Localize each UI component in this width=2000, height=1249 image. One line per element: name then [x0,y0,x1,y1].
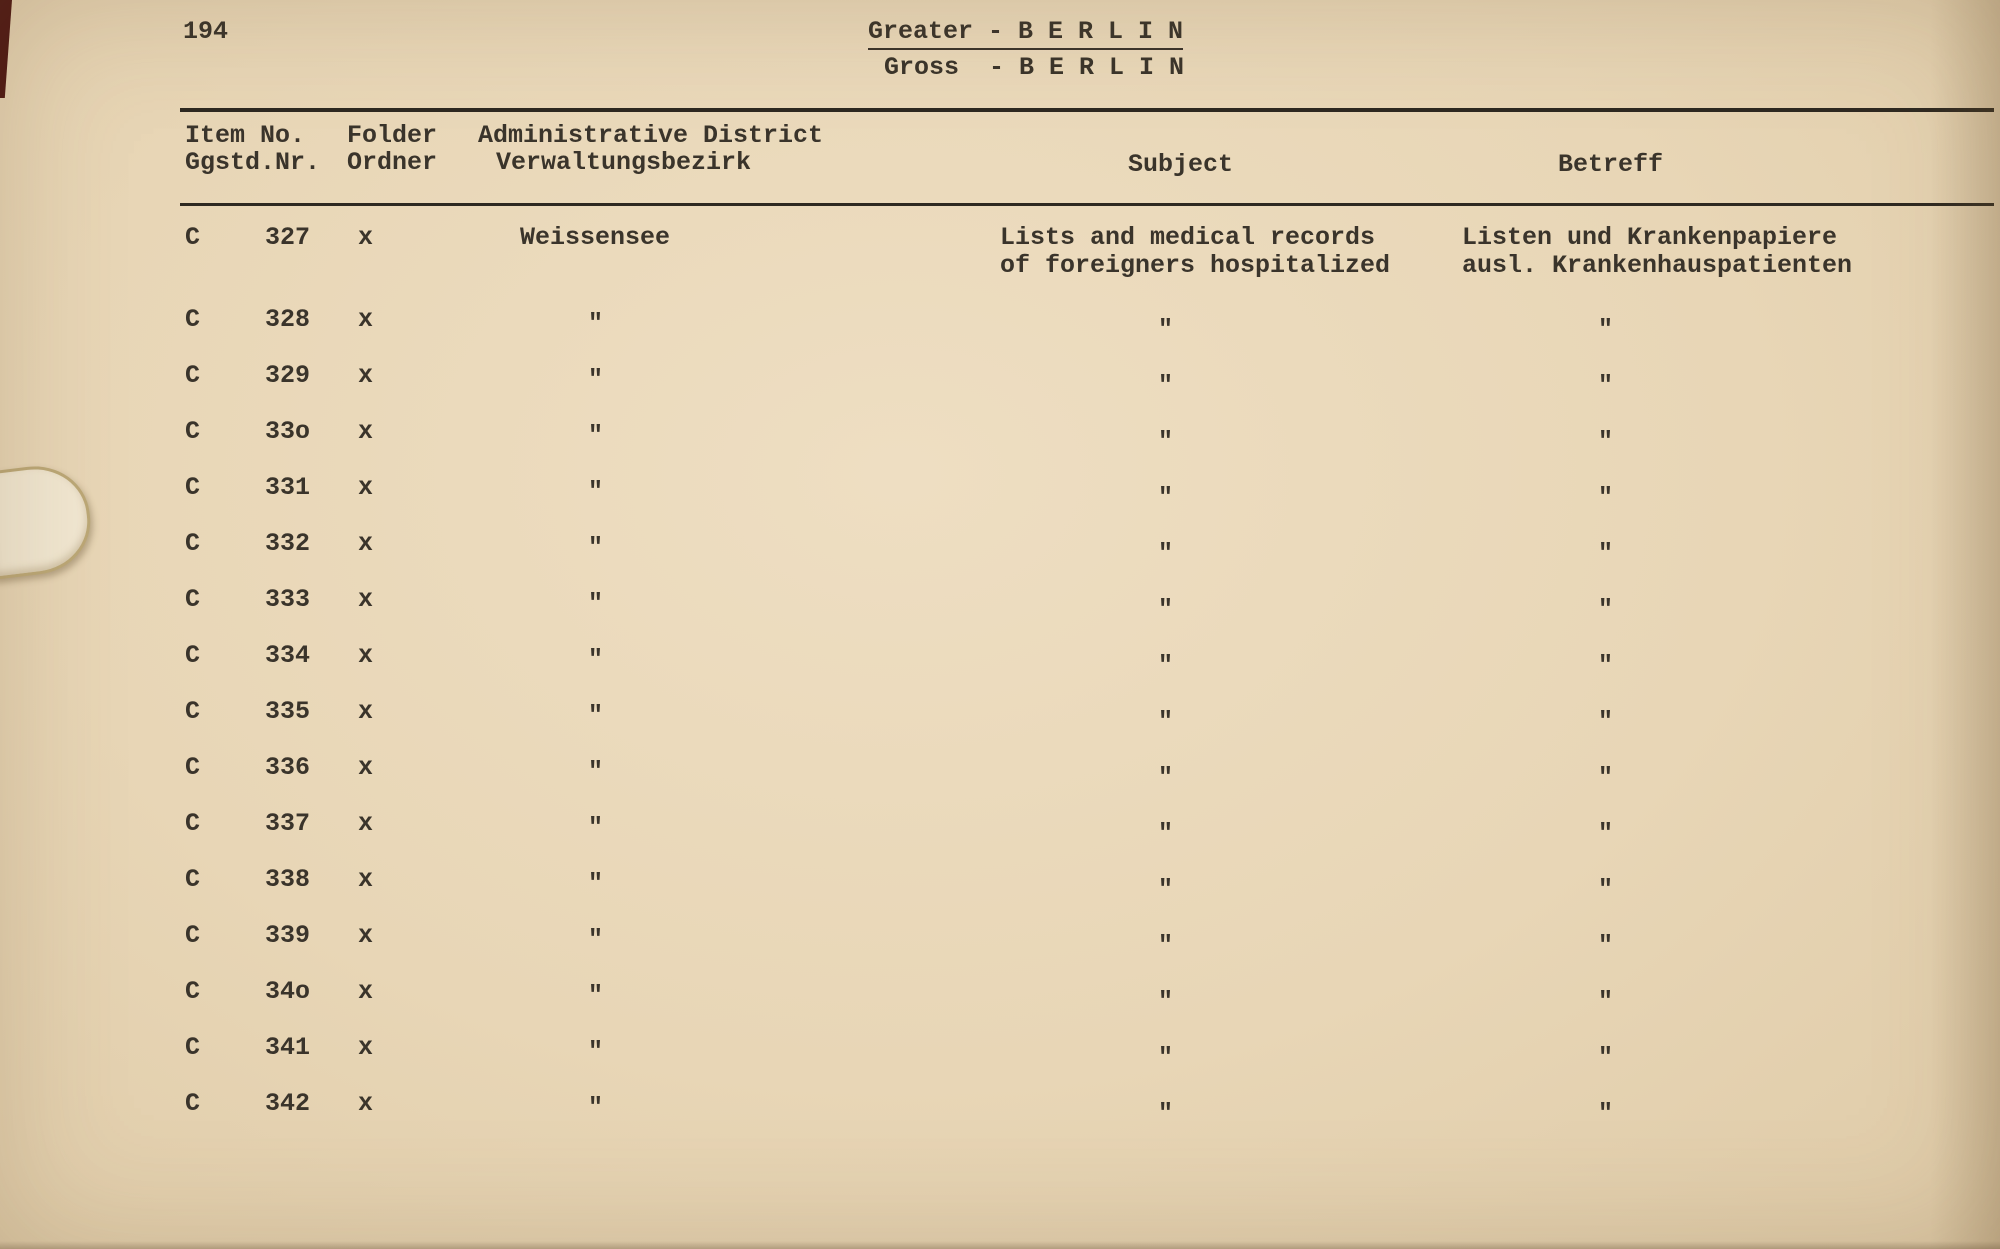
number-cell: 34o [265,977,311,1006]
table-row [180,1034,2000,1090]
number-cell: 338 [265,865,311,894]
subject-cell: " [1158,1043,1174,1072]
district-cell: " [588,421,604,450]
header-district-line2: Verwaltungsbezirk [496,148,752,177]
subject-cell: " [1158,595,1174,624]
number-cell: 339 [265,921,311,950]
table-row [180,978,2000,1034]
district-cell: " [588,757,604,786]
folder-cell: x [358,921,374,950]
folder-cell: x [358,1033,374,1062]
item-cell: C [185,977,201,1006]
folder-cell: x [358,305,374,334]
betreff-cell: " [1598,931,1614,960]
number-cell: 33o [265,417,311,446]
header-betreff-label: Betreff [1558,150,1664,179]
subject-cell: " [1158,987,1174,1016]
betreff-cell: " [1598,707,1614,736]
table-row [180,754,2000,810]
table-row [180,922,2000,978]
folder-cell: x [358,473,374,502]
number-cell: 331 [265,473,311,502]
district-cell: Weissensee [520,223,671,252]
betreff-cell: " [1598,987,1614,1016]
district-cell: " [588,365,604,394]
number-cell: 342 [265,1089,311,1118]
item-cell: C [185,223,201,252]
table-top-rule [180,108,1994,112]
number-cell: 332 [265,529,311,558]
folder-cell: x [358,977,374,1006]
folder-cell: x [358,417,374,446]
betreff-cell: " [1598,539,1614,568]
header-betreff [1440,122,2000,178]
table-row [180,1090,2000,1146]
district-cell: " [588,1037,604,1066]
subject-cell: " [1158,1099,1174,1128]
item-cell: C [185,865,201,894]
header-item-no-line2: Ggstd.Nr. [185,148,321,177]
header-item-no [180,122,345,178]
district-cell: " [588,309,604,338]
header-district-line1: Administrative District [478,121,824,150]
header-item-no-line1: Item No. [185,121,306,150]
betreff-cell: " [1598,483,1614,512]
district-cell: " [588,477,604,506]
district-cell: " [588,813,604,842]
folder-cell: x [358,753,374,782]
district-cell: " [588,1093,604,1122]
betreff-cell: " [1598,875,1614,904]
folder-cell: x [358,1089,374,1118]
number-cell: 328 [265,305,311,334]
item-cell: C [185,697,201,726]
subject-cell: " [1158,819,1174,848]
item-cell: C [185,305,201,334]
folder-cell: x [358,809,374,838]
district-cell: " [588,645,604,674]
bottom-edge-shadow [0,1241,2000,1249]
header-folder [345,122,470,178]
item-cell: C [185,753,201,782]
photo-edge-artifact [0,0,12,98]
folder-cell: x [358,223,374,252]
table-row [180,306,2000,362]
item-cell: C [185,361,201,390]
number-cell: 334 [265,641,311,670]
page-number: 194 [183,17,229,46]
subject-cell: " [1158,371,1174,400]
table-row [180,362,2000,418]
district-cell: " [588,701,604,730]
header-subject-label: Subject [1128,150,1234,179]
subject-cell: " [1158,875,1174,904]
betreff-cell: " [1598,763,1614,792]
number-cell: 327 [265,223,311,252]
item-cell: C [185,1033,201,1062]
header-district [470,122,960,178]
district-cell: " [588,925,604,954]
folder-cell: x [358,529,374,558]
subject-cell: " [1158,315,1174,344]
subject-cell: " [1158,427,1174,456]
table-row [180,530,2000,586]
number-cell: 333 [265,585,311,614]
subject-cell: " [1158,651,1174,680]
number-cell: 337 [265,809,311,838]
item-cell: C [185,417,201,446]
district-cell: " [588,869,604,898]
number-cell: 341 [265,1033,311,1062]
table-row [180,418,2000,474]
item-cell: C [185,809,201,838]
number-cell: 336 [265,753,311,782]
district-cell: " [588,589,604,618]
item-cell: C [185,529,201,558]
betreff-cell: " [1598,1043,1614,1072]
table-row [180,642,2000,698]
page-tab [0,460,96,580]
table-row [180,224,2000,306]
header-bottom-rule [180,203,1994,206]
folder-cell: x [358,585,374,614]
folder-cell: x [358,865,374,894]
table-row [180,474,2000,530]
header-subject [960,122,1440,178]
table-row [180,586,2000,642]
page-title [868,16,1184,83]
item-cell: C [185,641,201,670]
betreff-cell: " [1598,651,1614,680]
betreff-cell: " [1598,427,1614,456]
folder-cell: x [358,361,374,390]
subject-cell: Lists and medical records of foreigners hospitalized [1000,223,1391,280]
subject-cell: " [1158,483,1174,512]
betreff-cell: Listen und Krankenpapiere ausl. Krankenhauspatienten [1462,223,1853,280]
header-folder-line1: Folder [347,121,438,150]
district-cell: " [588,981,604,1010]
subject-cell: " [1158,539,1174,568]
item-cell: C [185,921,201,950]
folder-cell: x [358,641,374,670]
number-cell: 329 [265,361,311,390]
subject-cell: " [1158,763,1174,792]
item-cell: C [185,585,201,614]
title-english: Greater - B E R L I N [868,16,1183,50]
betreff-cell: " [1598,595,1614,624]
subject-cell: " [1158,707,1174,736]
table-row [180,866,2000,922]
table-body [180,224,2000,1146]
betreff-cell: " [1598,819,1614,848]
table-header [180,122,2000,178]
subject-cell: " [1158,931,1174,960]
table-row [180,698,2000,754]
betreff-cell: " [1598,371,1614,400]
district-cell: " [588,533,604,562]
betreff-cell: " [1598,315,1614,344]
header-folder-line2: Ordner [347,148,438,177]
title-german: Gross - B E R L I N [884,53,1185,82]
folder-cell: x [358,697,374,726]
betreff-cell: " [1598,1099,1614,1128]
table-row [180,810,2000,866]
item-cell: C [185,1089,201,1118]
number-cell: 335 [265,697,311,726]
item-cell: C [185,473,201,502]
